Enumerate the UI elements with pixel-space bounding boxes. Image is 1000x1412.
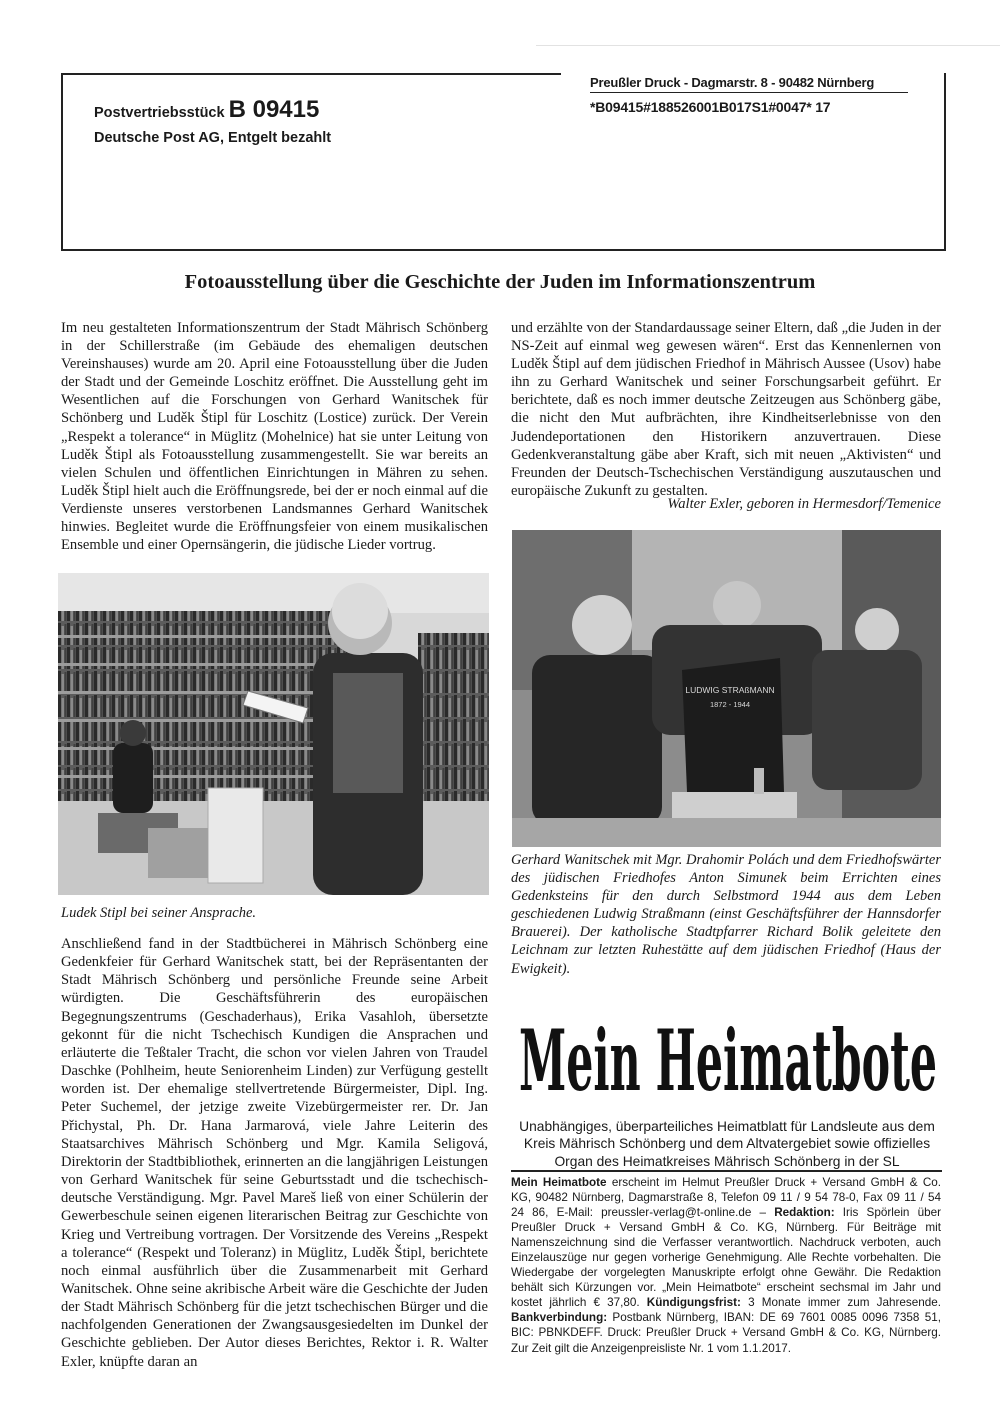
impressum-kuendigung-label: Kündigungsfrist: <box>646 1296 741 1310</box>
article-paragraph-1: Im neu gestalteten Informationszentrum der Stadt Mährisch Schönberg in der Schillerstraße (im Gebäude des ehemaligen deutschen Vereinshauses) wurde am 20. April eine Fotoausstellung über die Juden der Stadt und der Gemeinde Loschitz eröffnet. Die Ausstellung geht im Wesentlichen auf die Forschungen von Gerhard Wanitschek für Schönberg und Luděk Štipl für Loschitz (Lostice) zurück. Der Verein „Respekt a tolerance“ in Müglitz (Mohelnice) hat sie unter Leitung von Luděk Štipl als Fotoausstellung zusammengestellt. Sie war bereits an vielen Schulen und öffentlichen Einrichtungen in Mähren zu sehen. Luděk Štipl hielt auch die Eröffnungsrede, bei der er noch einmal auf die Verdienste unseres verstorbenen Landsmannes Gerhard Wanitschek hinwies. Begleitet wurde die Eröffnungsfeier von einem musikalischen Ensemble und einer Opernsängerin, die jüdische Lieder vortrug. <box>61 320 488 554</box>
photo-library-speech <box>58 573 489 895</box>
impressum-text-4: Postbank Nürnberg, IBAN: DE 69 7601 0085 0096 7358 51, BIC: PBNKDEFF. Druck: Preußler Druck + Versand GmbH & Co. KG, Nürnberg. Zur Zeit gilt die Anzeigenpreisliste Nr. 1 vom 1.1.2017. <box>511 1311 941 1355</box>
impressum-redaktion-label: Redaktion: <box>774 1206 835 1220</box>
photo-gravestone-image <box>512 530 941 847</box>
masthead-logo-text: Mein Heimatbote <box>519 1011 937 1110</box>
subscriber-code: *B09415#188526001B017S1#0047* 17 <box>590 99 831 115</box>
photo-gravestone-caption: Gerhard Wanitschek mit Mgr. Drahomir Polách und dem Friedhofswärter des jüdischen Friedhofes Anton Simunek beim Errichten eines Gedenksteins für den durch Selbstmord 1944 aus dem Leben geschiedenen Ludwig Straßmann (einst Geschäftsführer der Hannsdorfer Brauerei). Der katholische Stadtpfarrer Richard Bolik geleitete den Leichnam zur letzten Ruhestätte auf dem jüdischen Friedhof (Haus der Ewigkeit). <box>511 852 941 977</box>
masthead-logo <box>514 1004 942 1110</box>
top-divider <box>536 45 1000 46</box>
photo-library-speech-image <box>58 573 489 895</box>
masthead-subtitle: Unabhängiges, überparteiliches Heimatblatt für Landsleute aus dem Kreis Mährisch Schönberg und dem Altvatergebiet sowie offizielles Organ des Heimatkreises Mährisch Schönberg in der SL <box>519 1119 935 1169</box>
impressum-text-1: erscheint im Helmut Preußler Druck + Versand GmbH & Co. KG, 90482 Nürnberg, Dagmarstraße 8, Telefon 09 11 / 9 54 78-0, Fax 09 11 / 54 24 86, E-Mail: preussler-verlag@t-online.de – <box>511 1176 942 1220</box>
postvertrieb-line <box>94 96 319 124</box>
post-line: Deutsche Post AG, Entgelt bezahlt <box>94 130 332 146</box>
printer-rule <box>590 92 908 93</box>
article-paragraph-2: Anschließend fand in der Stadtbücherei in Mährisch Schönberg eine Gedenkfeier für Gerhard Wanitschek statt, bei der Repräsentanten der Stadt Mährisch Schönberg und persönliche Freunde seine Arbeit würdigten. Die Geschäftsführerin des europäischen Begegnungszentrums (Geschaderhaus), Erika Vasahloh, übersetzte gekonnt für die nicht Tschechisch Kundigen die Ansprachen und erläuterte die Teßtaler Tracht, die schon vor vielen Jahren von Traudel Daschke (Pohlheim, heute Seniorenheim Linden) zur Verfügung gestellt worden ist. Der ehemalige stellvertretende Bürgermeister, Dipl. Ing. Peter Suchemel, der jetzige zweite Vizebürgermeister rer. Dr. Jan Přichystal, Ph. Dr. Hana Jarmarová, viele Jahre Leiterin des Staatsarchives Mährisch Schönberg und Mgr. Kamila Seligová, Direktorin der Stadtbibliothek, erinnerten an die langjährigen Leistungen von Gerhard Wanitschek für seine Geburtsstadt und die tschechisch-deutsche Verständigung. Mgr. Pavel Mareš ließ von einer Schülerin der Gewerbeschule seinen eigenen literarischen Beitrag zur Geschichte von Krieg und Vertreibung vortragen. Der Vorsitzende des Vereins „Respekt a tolerance“ (Respekt und Toleranz) in Müglitz, Luděk Štipl, berichtete noch einmal ausführlich über die Zusammenarbeit mit Gerhard Wanitschek. Ohne seine akribische Arbeit wäre die Geschichte der Juden der Stadt Mährisch Schönberg für die jetzt tschechischen Bürger und die nachfolgenden Generationen der Zwangsausgesiedelten im Dunkel der Geschichte geblieben. Der Autor dieses Berichtes, Rektor i. R. Walter Exler, knüpfte daran an <box>61 936 488 1370</box>
photo-gravestone <box>512 530 941 847</box>
masthead-rule <box>511 1170 942 1172</box>
article-paragraph-3: und erzählte von der Standardaussage seiner Eltern, daß „die Juden in der NS-Zeit auf einmal weg gewesen wären“. Erst das Kennenlernen von Luděk Štipl auf dem jüdischen Friedhof in Mährisch Aussee (Usov) habe ihn zu Gerhard Wanitschek und seiner Forschungsarbeit geführt. Er berichtete, daß es noch immer deutsche Zeitzeugen aus Schönberg gäbe, die nicht den Mut aufbrächten, ihre Kindheitserlebnisse von den Judendeportationen den Historikern anzuvertrauen. Diese Gedenkveranstaltung gäbe aber Kraft, sich mit neuen „Aktivisten“ und Freunden der Deutsch-Tschechischen Verständigung auszutauschen und europäische Zukunft zu gestalten. <box>511 320 941 499</box>
impressum-text-2: Iris Spörlein über Preußler Druck + Versand GmbH & Co. KG, Nürnberg. Für Beiträge mit Namenszeichnung sind die Verfasser verantwortlich. Nachdruck verboten, auch Einzelauszüge nur gegen vorherige Genehmigung. Alle Rechte vorbehalten. Die Wiedergabe der vorgelegten Manuskripte erfolgt ohne Gewähr. Die Redaktion behält sich Kürzungen vor. „Mein Heimatbote“ erscheint sechsmal im Jahr und kostet jährlich € 37,80. <box>511 1206 941 1310</box>
address-box-top-rule <box>61 73 561 75</box>
author-signature: Walter Exler, geboren in Hermesdorf/Temenice <box>667 496 941 512</box>
impressum <box>511 1175 941 1356</box>
postvertrieb-label: Postvertriebsstück <box>94 105 229 121</box>
impressum-text-3: 3 Monate immer zum Jahresende. <box>740 1296 941 1310</box>
impressum-title: Mein Heimatbote <box>511 1176 607 1189</box>
impressum-bank-label: Bankverbindung: <box>511 1311 608 1325</box>
article-headline: Fotoausstellung über die Geschichte der Juden im Informationszentrum <box>184 271 816 293</box>
printer-address: Preußler Druck - Dagmarstr. 8 - 90482 Nürnberg <box>590 75 875 90</box>
gravestone-years: 1872 - 1944 <box>709 700 751 709</box>
photo-library-caption: Ludek Stipl bei seiner Ansprache. <box>61 905 257 921</box>
postvertrieb-number: B 09415 <box>228 96 320 123</box>
gravestone-name: LUDWIG STRAßMANN <box>685 685 775 695</box>
